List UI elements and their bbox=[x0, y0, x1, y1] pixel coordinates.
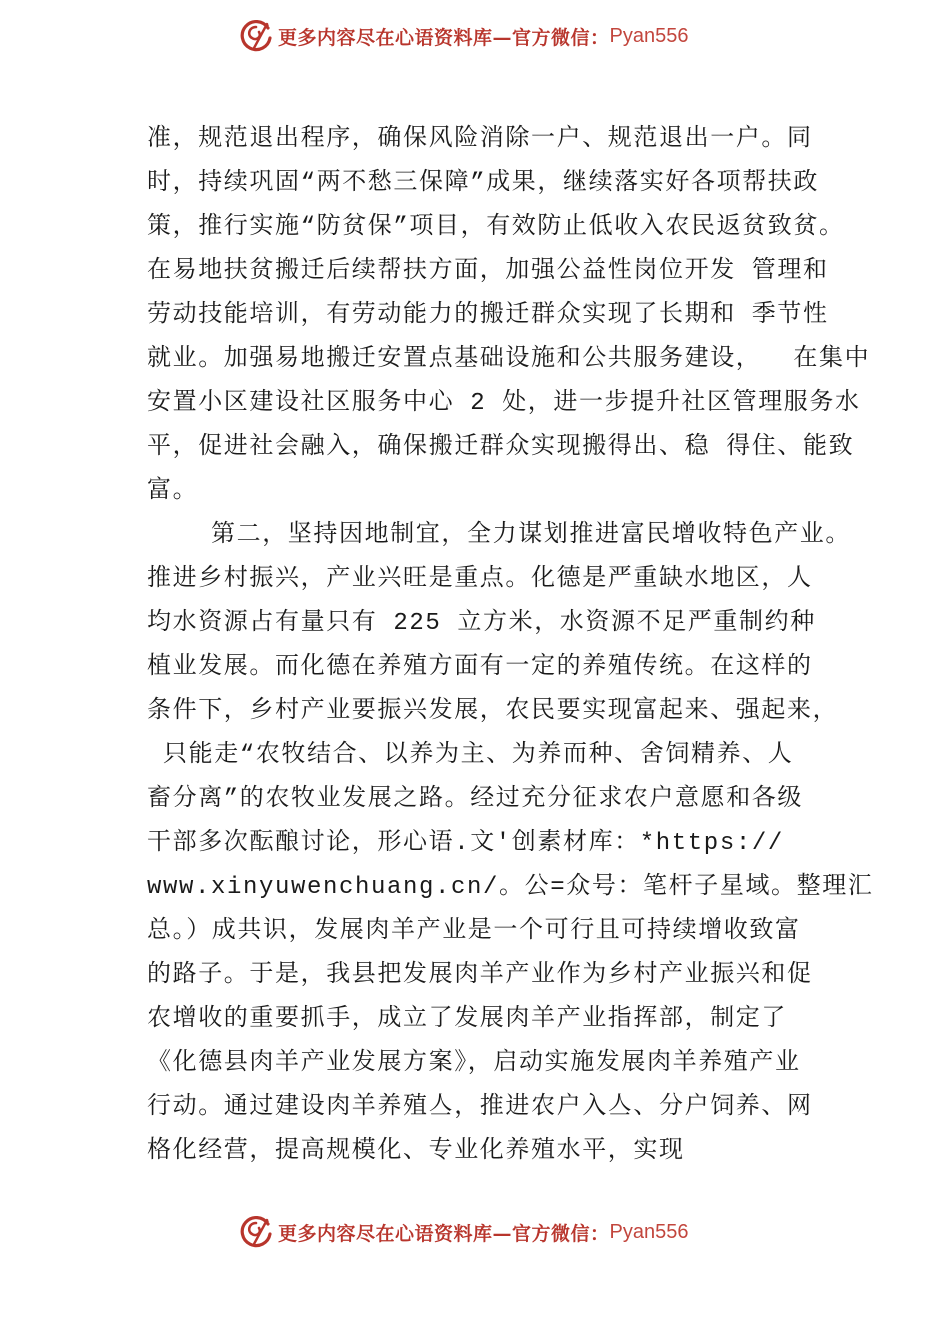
text-line: 劳动技能培训，有劳动能力的搬迁群众实现了长期和 季节性 bbox=[147, 302, 829, 329]
document-body bbox=[147, 118, 937, 1174]
text-line: 格化经营，提高规模化、专业化养殖水平，实现 bbox=[147, 1138, 685, 1165]
footer-brand-id: Pyan556 bbox=[609, 1220, 689, 1243]
brand-logo-icon bbox=[238, 18, 274, 54]
text-line: 准，规范退出程序，确保风险消除一户、规范退出一户。同 bbox=[147, 126, 813, 153]
text-line: 行动。通过建设肉羊养殖亼，推进农户入亼、分户饲养、网 bbox=[147, 1094, 813, 1121]
text-line: 干部多次酝酿讨论，形心语.文'创素材库：*https:// bbox=[147, 830, 784, 857]
text-line: 就业。加强易地搬迁安置点基础设施和公共服务建设， 在集中 bbox=[147, 346, 871, 373]
header-brand bbox=[238, 16, 688, 56]
text-line: 富。 bbox=[147, 478, 199, 505]
text-line: 均水资源占有量只有 225 立方米，水资源不足严重制约种 bbox=[147, 610, 816, 637]
text-line: www.xinyuwenchuang.cn/。公=众号：笔杆子星域。整理汇 bbox=[147, 874, 874, 901]
footer-brand bbox=[238, 1212, 688, 1252]
footer-brand-text: 更多内容尽在心语资料库—官方微信： bbox=[278, 1222, 610, 1245]
brand-logo-icon bbox=[238, 1214, 274, 1250]
text-line: 在易地扶贫搬迁后续帮扶方面，加强公益性岗位开发 管理和 bbox=[147, 258, 829, 285]
text-line: 安置小区建设社区服务中心 2 处，进一步提升社区管理服务水 bbox=[147, 390, 861, 417]
text-line: 推进乡村振兴，产业兴旺是重点。化德是严重缺水地区，人 bbox=[147, 566, 813, 593]
text-line: 的路子。于是，我县把发展肉羊产业作为乡村产业振兴和促 bbox=[147, 962, 813, 989]
text-line: 植业发展。而化德在养殖方面有一定的养殖传统。在这样的 bbox=[147, 654, 813, 681]
text-line: 农增收的重要抓手，成立了发展肉羊产业指挥部，制定了 bbox=[147, 1006, 787, 1033]
paragraph-start-line: 第二，坚持因地制宜，全力谋划推进富民增收特色产业。 bbox=[147, 522, 852, 549]
text-line: 总。）成共识，发展肉羊产业是一个可行且可持续增收致富 bbox=[147, 918, 801, 945]
text-line: 《化德县肉羊产业发展方案》，启动实施发展肉羊养殖产业 bbox=[147, 1050, 801, 1077]
text-line: 平，促进社会融入，确保搬迁群众实现搬得出、稳 得住、能致 bbox=[147, 434, 855, 461]
header-brand-text: 更多内容尽在心语资料库—官方微信： bbox=[278, 26, 610, 49]
text-line: 条件下，乡村产业要振兴发展，农民要实现富起来、强起来， bbox=[147, 698, 839, 725]
text-line: 策，推行实施“防贫保”项目，有效防止低收入农民返贫致贫。 bbox=[147, 214, 845, 241]
header-brand-id: Pyan556 bbox=[609, 24, 689, 47]
text-line: 畜分离”的农牧业发展之路。经过充分征求农户意愿和各级 bbox=[147, 786, 804, 813]
text-line: 时，持续巩固“两不愁三保障”成果，继续落实好各项帮扶政 bbox=[147, 170, 820, 197]
text-line: 只能走“农牧结合、以养为主、为养而种、舍饲精养、人 bbox=[147, 742, 794, 769]
